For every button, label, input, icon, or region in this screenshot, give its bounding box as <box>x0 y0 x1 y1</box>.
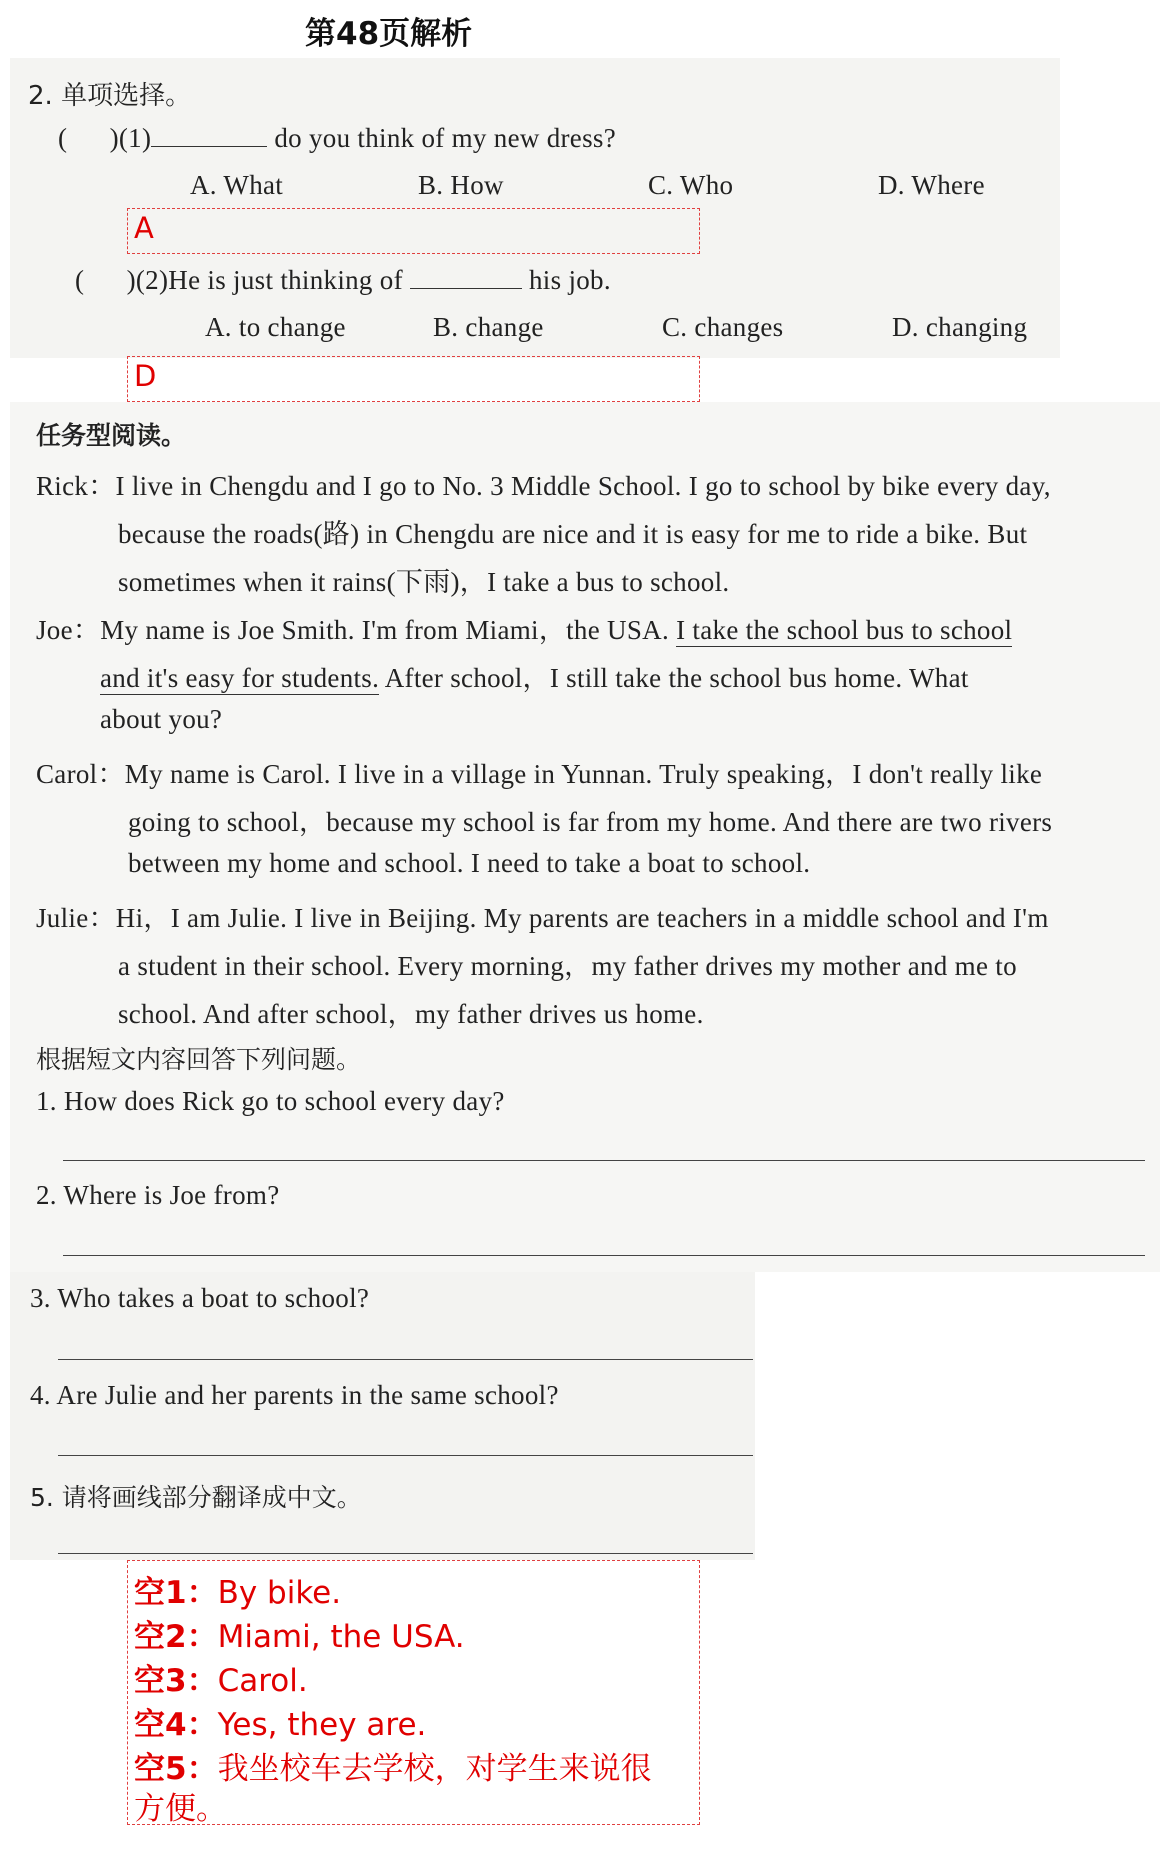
q1-option-a: A. What <box>190 170 284 200</box>
reading-line-11: a student in their school. Every morning，my father drives my mother and me to <box>118 951 1017 981</box>
question-1 <box>58 122 616 154</box>
answer-1-text: By bike. <box>217 1575 342 1611</box>
answer-5-text: 我坐校车去学校，对学生来说很 <box>217 1751 652 1787</box>
reading-scan-region-lower <box>10 1272 755 1560</box>
answer-line-5 <box>58 1553 753 1554</box>
q1-answer: A <box>134 211 154 245</box>
reading-line-7: Carol：My name is Carol. I live in a village in Yunnan. Truly speaking，I don't really like <box>36 759 1043 789</box>
answer-line-1 <box>63 1160 1145 1161</box>
reading-line-3: sometimes when it rains(下雨)，I take a bus to school. <box>118 567 730 597</box>
answer-line-2 <box>63 1255 1145 1256</box>
question-2-blank <box>410 264 522 289</box>
reading-heading: 任务型阅读。 <box>36 421 187 450</box>
reading-question-4: 4. Are Julie and her parents in the same school? <box>30 1380 559 1410</box>
choice-heading: 2. 单项选择。 <box>28 81 192 111</box>
reading-line-8: going to school，because my school is far from my home. And there are two rivers <box>128 807 1053 837</box>
answer-line-3 <box>58 1359 753 1360</box>
reading-question-5: 5. 请将画线部分翻译成中文。 <box>30 1483 362 1512</box>
reading-line-1: Rick：I live in Chengdu and I go to No. 3 Middle School. I go to school by bike every day, <box>36 471 1051 501</box>
answer-3-text: Carol. <box>217 1663 308 1699</box>
reading-line-12: school. And after school，my father drives us home. <box>118 999 704 1029</box>
answer-3-label: 空3： <box>134 1663 218 1699</box>
answers-box <box>127 1560 700 1825</box>
answer-4-text: Yes, they are. <box>217 1707 427 1743</box>
answer-5 <box>134 1743 652 1788</box>
reading-line-6: about you? <box>100 704 223 734</box>
reading-line-2: because the roads(路) in Chengdu are nice and it is easy for me to ride a bike. But <box>118 519 1028 549</box>
reading-line-4 <box>36 608 1012 647</box>
answer-5-continued <box>134 1783 227 1828</box>
answer-1 <box>134 1567 341 1612</box>
answer-4 <box>134 1699 426 1744</box>
joe-intro: Joe：My name is Joe Smith. I'm from Miami，the USA. <box>36 615 670 645</box>
q2-option-c: C. changes <box>662 312 784 342</box>
answer-2-label: 空2： <box>134 1619 218 1655</box>
underlined-sentence-part-2: and it's easy for students. <box>100 663 380 693</box>
reading-question-3: 3. Who takes a boat to school? <box>30 1283 370 1313</box>
reading-line-9: between my home and school. I need to take a boat to school. <box>128 848 811 878</box>
reading-line-5 <box>100 656 969 695</box>
answer-1-label: 空1： <box>134 1575 218 1611</box>
answer-3 <box>134 1655 308 1700</box>
question-2-stem: his job. <box>529 265 611 295</box>
answer-2 <box>134 1611 465 1656</box>
answer-line-4 <box>58 1455 753 1456</box>
q1-option-d: D. Where <box>878 170 985 200</box>
q2-option-d: D. changing <box>892 312 1028 342</box>
page-title: 第48页解析 <box>305 16 473 52</box>
question-1-blank <box>151 122 267 147</box>
reading-instruction: 根据短文内容回答下列问题。 <box>36 1045 362 1074</box>
answer-4-label: 空4： <box>134 1707 218 1743</box>
q1-answer-box <box>127 208 700 254</box>
question-1-stem: do you think of my new dress? <box>274 123 616 153</box>
reading-question-2: 2. Where is Joe from? <box>36 1180 280 1210</box>
joe-after-school: After school，I still take the school bus home. What <box>384 663 969 693</box>
answer-2-text: Miami, the USA. <box>217 1619 465 1655</box>
reading-line-10: Julie：Hi，I am Julie. I live in Beijing. My parents are teachers in a middle school and I'm <box>36 903 1049 933</box>
q1-option-c: C. Who <box>648 170 734 200</box>
reading-question-1: 1. How does Rick go to school every day? <box>36 1086 505 1116</box>
question-2 <box>75 264 611 296</box>
q2-option-a: A. to change <box>205 312 346 342</box>
answer-5-text-continued: 方便。 <box>134 1791 227 1827</box>
q2-answer-box <box>127 356 700 402</box>
q2-answer: D <box>134 359 157 393</box>
q2-option-b: B. change <box>433 312 544 342</box>
underlined-sentence-part-1: I take the school bus to school <box>676 615 1013 645</box>
q1-option-b: B. How <box>418 170 504 200</box>
question-1-prefix: ( )(1) <box>58 123 152 153</box>
answer-5-label: 空5： <box>134 1751 218 1787</box>
question-2-prefix: ( )(2)He is just thinking of <box>75 265 403 295</box>
